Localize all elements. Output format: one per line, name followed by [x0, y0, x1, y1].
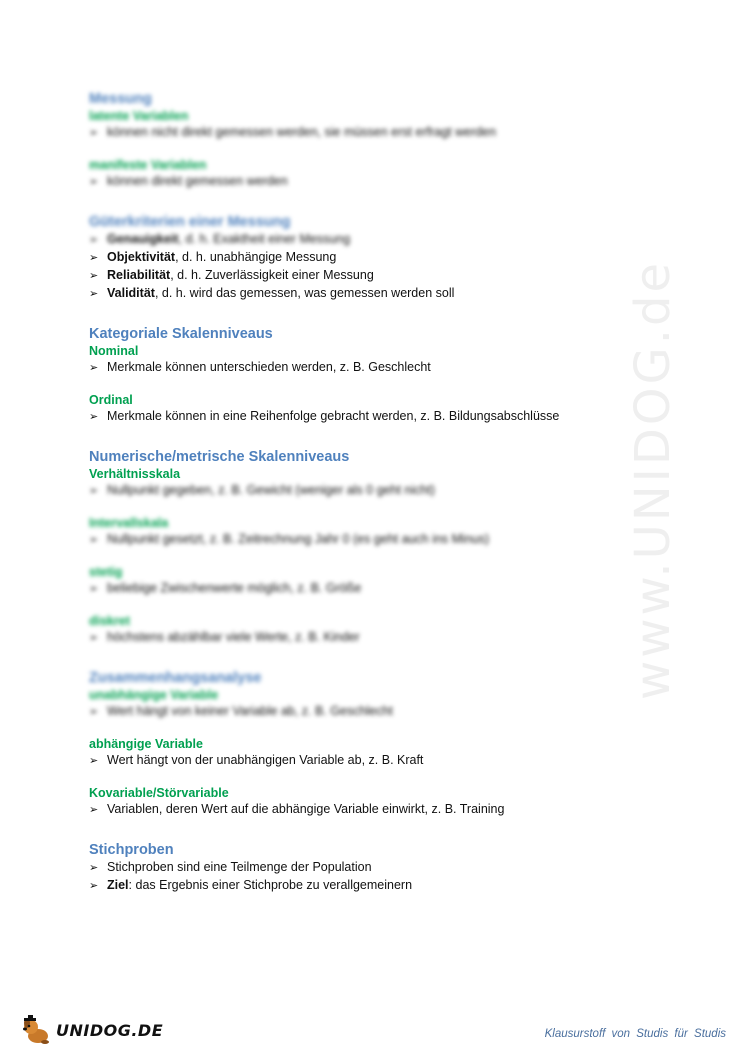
watermark: www.UNIDOG.de	[625, 259, 681, 700]
bullet-description: höchstens abzählbar viele Werte, z. B. Kinder	[107, 630, 360, 644]
bullet-text	[107, 580, 361, 597]
subsection-title: Verhältnisskala	[89, 467, 181, 481]
section	[89, 669, 689, 819]
bullet-item	[89, 249, 689, 267]
bullet-term: Reliabilität	[107, 268, 171, 282]
bullet-item	[89, 482, 689, 500]
arrow-bullet-icon: ➢	[89, 862, 99, 874]
section	[89, 90, 689, 191]
subsection-title: Ordinal	[89, 393, 133, 407]
subsection-title: latente Variablen	[89, 109, 189, 123]
bullet-item	[89, 629, 689, 647]
bullet-description: , d. h. wird das gemessen, was gemessen werden soll	[154, 286, 455, 300]
bullet-description: Wert hängt von keiner Variable ab, z. B. Geschlecht	[107, 704, 393, 718]
subsection-title: abhängige Variable	[89, 737, 203, 751]
arrow-bullet-icon: ➢	[89, 234, 99, 246]
subsection-title: Nominal	[89, 344, 139, 358]
section-title: Zusammenhangsanalyse	[89, 670, 262, 686]
section-title: Numerische/metrische Skalenniveaus	[89, 449, 350, 465]
bullet-text	[107, 801, 504, 818]
subsection	[89, 736, 689, 770]
bullet-description: Wert hängt von der unabhängigen Variable ab, z. B. Kraft	[107, 753, 424, 767]
bullet-item	[89, 877, 689, 895]
arrow-bullet-icon: ➢	[89, 288, 99, 300]
section	[89, 448, 689, 647]
arrow-bullet-icon: ➢	[89, 755, 99, 767]
arrow-bullet-icon: ➢	[89, 127, 99, 139]
footer-slogan: Klausurstoff von Studis für Studis	[544, 1028, 726, 1040]
subsection	[89, 392, 689, 426]
section	[89, 325, 689, 426]
bullet-text	[107, 359, 431, 376]
subsection-title: manifeste Variablen	[89, 158, 207, 172]
bullet-description: : das Ergebnis einer Stichprobe zu verallgemeinern	[128, 878, 413, 892]
bullet-text	[107, 531, 489, 548]
bullet-text	[107, 173, 288, 190]
page-footer	[20, 1010, 730, 1050]
bullet-description: Nullpunkt gesetzt, z. B. Zeitrechnung Jahr 0 (es geht auch ins Minus)	[107, 532, 490, 546]
unidog-logo	[20, 1014, 163, 1046]
bullet-description: Merkmale können unterschieden werden, z. B. Geschlecht	[107, 360, 431, 374]
subsection	[89, 785, 689, 819]
section	[89, 213, 689, 303]
bullet-item	[89, 124, 689, 142]
arrow-bullet-icon: ➢	[89, 706, 99, 718]
subsection-title: diskret	[89, 614, 130, 628]
section-title: Messung	[89, 91, 152, 107]
subsection-title: Kovariable/Störvariable	[89, 786, 229, 800]
subsection	[89, 466, 689, 500]
section-title: Kategoriale Skalenniveaus	[89, 326, 273, 342]
bullet-text	[107, 249, 336, 266]
bullet-description: können nicht direkt gemessen werden, sie müssen erst erfragt werden	[107, 125, 497, 139]
subsection	[89, 157, 689, 191]
subsection	[89, 687, 689, 721]
bullet-text	[107, 877, 412, 894]
subsection	[89, 515, 689, 549]
bullet-text	[107, 482, 435, 499]
bullet-text	[107, 859, 372, 876]
bullet-text	[107, 629, 360, 646]
bullet-item	[89, 752, 689, 770]
bullet-item	[89, 408, 689, 426]
arrow-bullet-icon: ➢	[89, 534, 99, 546]
document-content	[89, 90, 689, 917]
bullet-text	[107, 124, 496, 141]
bullet-description: Merkmale können in eine Reihenfolge gebracht werden, z. B. Bildungsabschlüsse	[107, 409, 560, 423]
arrow-bullet-icon: ➢	[89, 880, 99, 892]
bullet-item	[89, 703, 689, 721]
bullet-item	[89, 801, 689, 819]
bullet-description: Nullpunkt gegeben, z. B. Gewicht (weniger als 0 geht nicht)	[107, 483, 435, 497]
arrow-bullet-icon: ➢	[89, 632, 99, 644]
arrow-bullet-icon: ➢	[89, 270, 99, 282]
bullet-description: , d. h. Exaktheit einer Messung	[178, 232, 351, 246]
bullet-item	[89, 359, 689, 377]
bullet-text	[107, 285, 454, 302]
arrow-bullet-icon: ➢	[89, 176, 99, 188]
section-title: Stichproben	[89, 842, 174, 858]
section	[89, 841, 689, 895]
arrow-bullet-icon: ➢	[89, 804, 99, 816]
bullet-description: , d. h. unabhängige Messung	[175, 250, 337, 264]
subsection	[89, 343, 689, 377]
bullet-item	[89, 173, 689, 191]
bullet-item	[89, 285, 689, 303]
subsection-title: stetig	[89, 565, 123, 579]
dog-mascot-icon	[20, 1014, 54, 1046]
bullet-description: Variablen, deren Wert auf die abhängige Variable einwirkt, z. B. Training	[107, 802, 505, 816]
bullet-item	[89, 267, 689, 285]
bullet-text	[107, 752, 423, 769]
subsection	[89, 108, 689, 142]
logo-text: UNIDOG.DE	[56, 1020, 164, 1040]
bullet-description: beliebige Zwischenwerte möglich, z. B. Größe	[107, 581, 362, 595]
bullet-description: , d. h. Zuverlässigkeit einer Messung	[170, 268, 374, 282]
subsection	[89, 231, 689, 303]
section-title: Güterkriterien einer Messung	[89, 214, 291, 230]
subsection	[89, 564, 689, 598]
bullet-term: Objektivität	[107, 250, 176, 264]
bullet-description: Stichproben sind eine Teilmenge der Population	[107, 860, 372, 874]
bullet-item	[89, 231, 689, 249]
bullet-item	[89, 580, 689, 598]
arrow-bullet-icon: ➢	[89, 362, 99, 374]
bullet-text	[107, 231, 350, 248]
bullet-text	[107, 267, 374, 284]
bullet-description: können direkt gemessen werden	[107, 174, 288, 188]
arrow-bullet-icon: ➢	[89, 252, 99, 264]
arrow-bullet-icon: ➢	[89, 583, 99, 595]
subsection	[89, 859, 689, 895]
bullet-text	[107, 408, 559, 425]
arrow-bullet-icon: ➢	[89, 411, 99, 423]
bullet-text	[107, 703, 393, 720]
bullet-item	[89, 859, 689, 877]
subsection-title: Intervallskala	[89, 516, 169, 530]
arrow-bullet-icon: ➢	[89, 485, 99, 497]
bullet-item	[89, 531, 689, 549]
subsection-title: unabhängige Variable	[89, 688, 219, 702]
bullet-term: Genauigkeit	[107, 232, 179, 246]
subsection	[89, 613, 689, 647]
bullet-term: Ziel	[107, 878, 129, 892]
bullet-term: Validität	[107, 286, 155, 300]
